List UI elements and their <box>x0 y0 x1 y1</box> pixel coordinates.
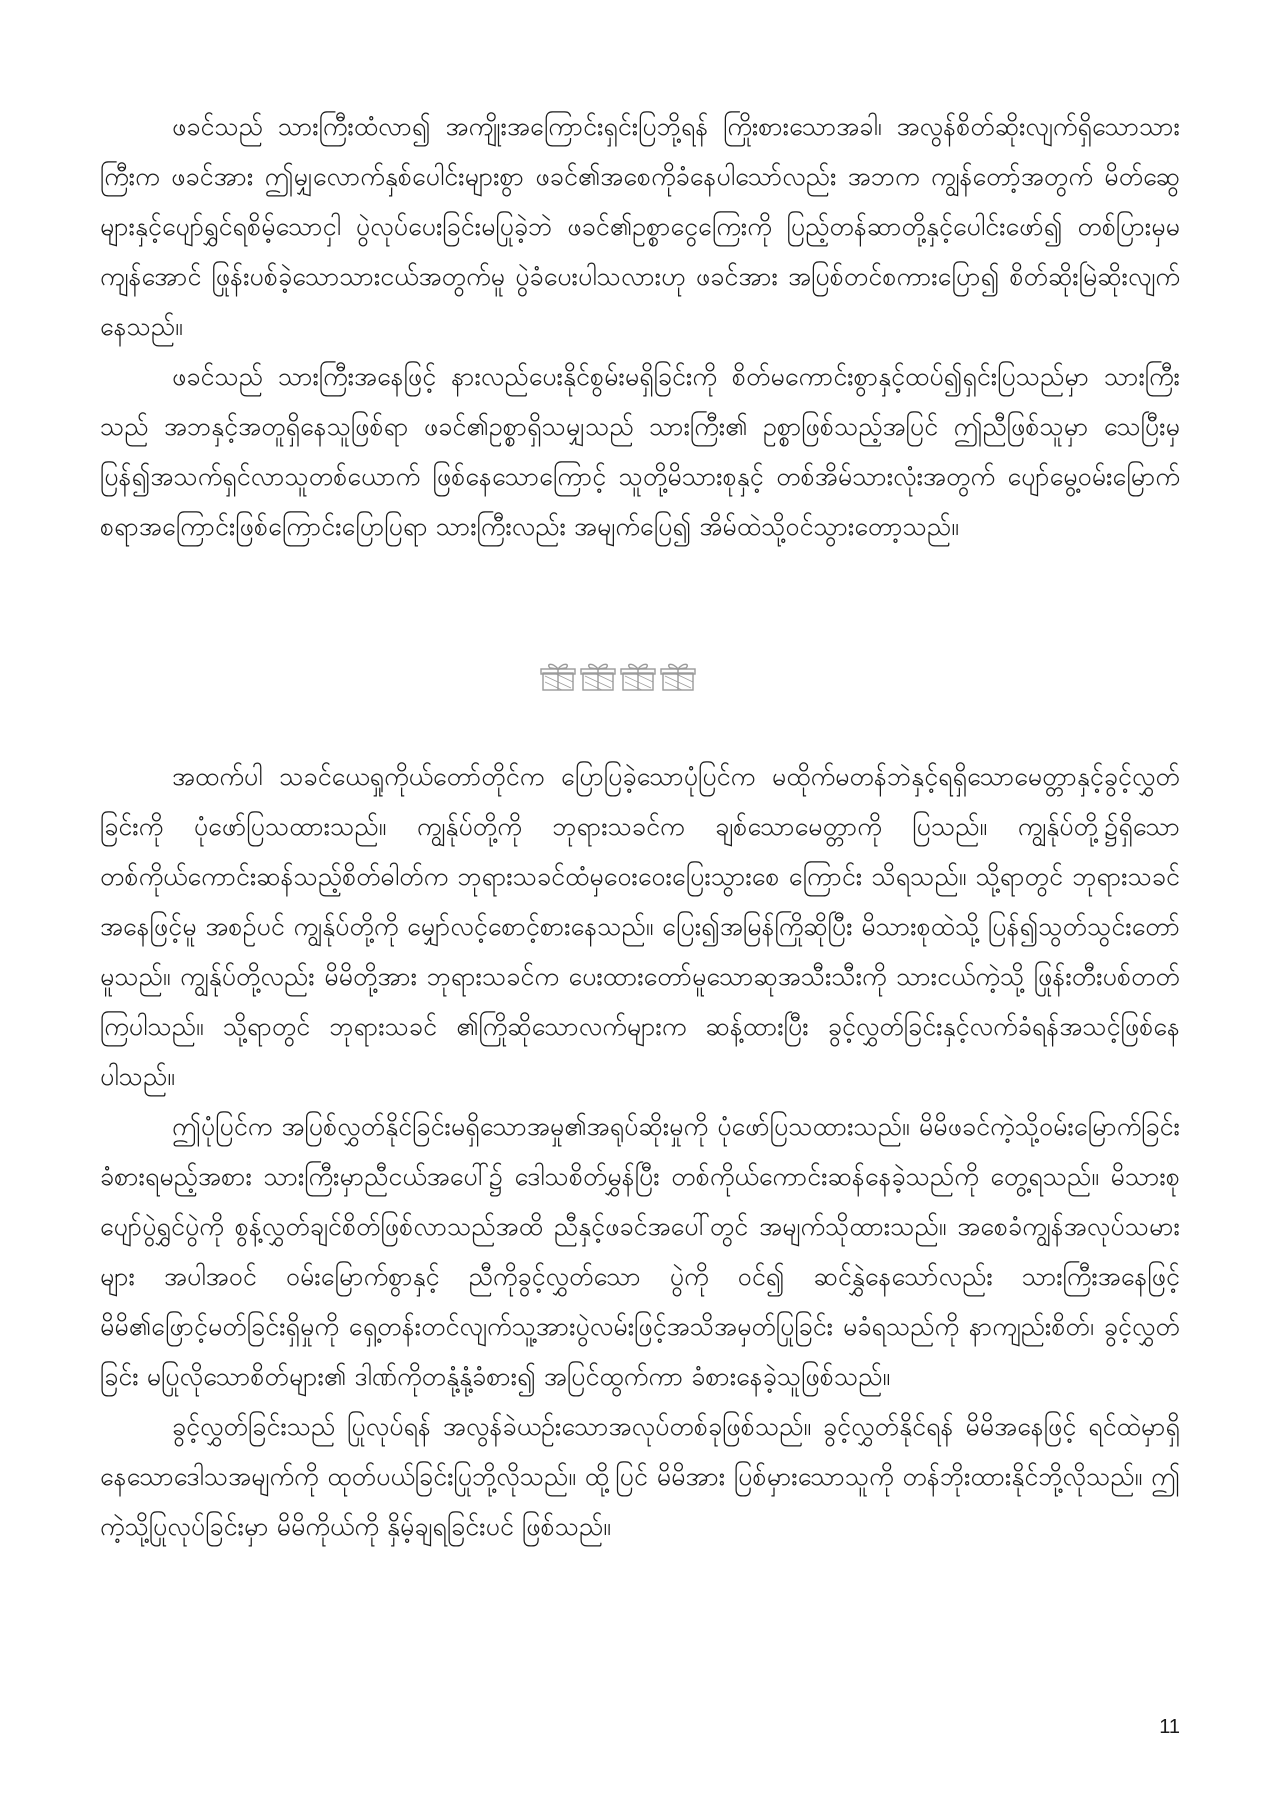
section-divider <box>540 662 696 692</box>
paragraph: ဤပုံပြင်က အပြစ်လွှတ်နိုင်ခြင်းမရှိသောအမှု၏အရုပ်ဆိုးမှုကို ပုံဖော်ပြသထားသည်။ မိမိဖခင်ကဲ့သို့ဝမ်းမြောက်ခြင်းခံစားရမည့်အစား သားကြီးမှာညီငယ်အပေါ်၌ ဒေါသစိတ်မွှန်ပြီး တစ်ကိုယ်ကောင်းဆန်နေခဲ့သည်ကို တွေ့ရသည်။ မိသားစုပျော်ပွဲရွှင်ပွဲကို စွန့်လွှတ်ချင်စိတ်ဖြစ်လာသည်အထိ ညီနှင့်ဖခင်အပေါ်တွင် အမျက်သိုထားသည်။ အစေခံကျွန်အလုပ်သမားများ အပါအဝင် ဝမ်းမြောက်စွာနှင့် ညီကိုခွင့်လွှတ်သော ပွဲကို ဝင်၍ ဆင်နွှဲနေသော်လည်း သားကြီးအနေဖြင့်မိမိ၏ဖြောင့်မတ်ခြင်းရှိမှုကို ရှေ့တန်းတင်လျက်သူ့အားပွဲလမ်းဖြင့်အသိအမှတ်ပြုခြင်း မခံရသည်ကို နာကျည်းစိတ်၊ ခွင့်လွှတ်ခြင်း မပြုလိုသောစိတ်များ၏ ဒါဏ်ကိုတနုံ့နုံ့ခံစား၍ အပြင်ထွက်ကာ ခံစားနေခဲ့သူဖြစ်သည်။ <box>100 1112 1180 1391</box>
page-number: 11 <box>1159 1716 1180 1738</box>
gift-box-icon <box>660 662 696 692</box>
gift-box-icon <box>580 662 616 692</box>
gift-box-icon <box>540 662 576 692</box>
paragraph: ဖခင်သည် သားကြီးထံလာ၍ အကျိုးအကြောင်းရှင်းပြဘို့ရန် ကြိုးစားသောအခါ၊ အလွန်စိတ်ဆိုးလျက်ရှိသောသားကြီးက ဖခင်အား ဤမျှလောက်နှစ်ပေါင်းများစွာ ဖခင်၏အစေကိုခံနေပါသော်လည်း အဘက ကျွန်တော့်အတွက် မိတ်ဆွေများနှင့်ပျော်ရွှင်ရစိမ့်သောငှါ ပွဲလုပ်ပေးခြင်းမပြုခဲ့ဘဲ ဖခင်၏ဥစ္စာငွေကြေးကို ပြည့်တန်ဆာတို့နှင့်ပေါင်းဖော်၍ တစ်ပြားမှမကျန်အောင် ဖြုန်းပစ်ခဲ့သောသားငယ်အတွက်မူ ပွဲခံပေးပါသလားဟု ဖခင်အား အပြစ်တင်စကားပြော၍ စိတ်ဆိုးမြဲဆိုးလျက်နေသည်။ <box>100 112 1180 341</box>
gift-box-icon <box>620 662 656 692</box>
bottom-section <box>100 752 1180 1552</box>
paragraph: ခွင့်လွှတ်ခြင်းသည် ပြုလုပ်ရန် အလွန်ခဲယဉ်းသောအလုပ်တစ်ခုဖြစ်သည်။ ခွင့်လွှတ်နိုင်ရန် မိမိအနေဖြင့် ရင်ထဲမှာရှိနေသောဒေါသအမျက်ကို ထုတ်ပယ်ခြင်းပြုဘို့လိုသည်။ ထို့ပြင် မိမိအား ပြစ်မှားသောသူကို တန်ဘိုးထားနိုင်ဘို့လိုသည်။ ဤကဲ့သို့ပြုလုပ်ခြင်းမှာ မိမိကိုယ်ကို နှိမ့်ချရခြင်းပင် ဖြစ်သည်။ <box>100 1412 1180 1541</box>
paragraph: အထက်ပါ သခင်ယေရှုကိုယ်တော်တိုင်က ပြောပြခဲ့သောပုံပြင်က မထိုက်မတန်ဘဲနှင့်ရရှိသောမေတ္တာနှင့်ခွင့်လွှတ်ခြင်းကို ပုံဖော်ပြသထားသည်။ ကျွန်ုပ်တို့ကို ဘုရားသခင်က ချစ်သောမေတ္တာကို ပြသည်။ ကျွန်ုပ်တို့၌ရှိသော တစ်ကိုယ်ကောင်းဆန်သည့်စိတ်ဓါတ်က ဘုရားသခင်ထံမှဝေးဝေးပြေးသွားစေ ကြောင်း သိရသည်။ သို့ရာတွင် ဘုရားသခင်အနေဖြင့်မူ အစဉ်ပင် ကျွန်ုပ်တို့ကို မျှော်လင့်စောင့်စားနေသည်။ ပြေး၍အမြန်ကြိုဆိုပြီး မိသားစုထဲသို့ ပြန်၍သွတ်သွင်းတော်မူသည်။ ကျွန်ုပ်တို့လည်း မိမိတို့အား ဘုရားသခင်က ပေးထားတော်မူသောဆုအသီးသီးကို သားငယ်ကဲ့သို့ ဖြုန်းတီးပစ်တတ်ကြပါသည်။ သို့ရာတွင် ဘုရားသခင် ၏ကြိုဆိုသောလက်များက ဆန့်ထားပြီး ခွင့်လွှတ်ခြင်းနှင့်လက်ခံရန်အသင့်ဖြစ်နေ ပါသည်။ <box>100 762 1180 1091</box>
top-section <box>100 102 1180 552</box>
paragraph: ဖခင်သည် သားကြီးအနေဖြင့် နားလည်ပေးနိုင်စွမ်းမရှိခြင်းကို စိတ်မကောင်းစွာနှင့်ထပ်၍ရှင်းပြသည်မှာ သားကြီးသည် အဘနှင့်အတူရှိနေသူဖြစ်ရာ ဖခင်၏ဥစ္စာရှိသမျှသည် သားကြီး၏ ဥစ္စာဖြစ်သည့်အပြင် ဤညီဖြစ်သူမှာ သေပြီးမှပြန်၍အသက်ရှင်လာသူတစ်ယောက် ဖြစ်နေသောကြောင့် သူတို့မိသားစုနှင့် တစ်အိမ်သားလုံးအတွက် ပျော်မွေ့ဝမ်းမြောက်စရာအကြောင်းဖြစ်ကြောင်းပြောပြရာ သားကြီးလည်း အမျက်ပြေ၍ အိမ်ထဲသို့ဝင်သွားတော့သည်။ <box>100 362 1180 541</box>
